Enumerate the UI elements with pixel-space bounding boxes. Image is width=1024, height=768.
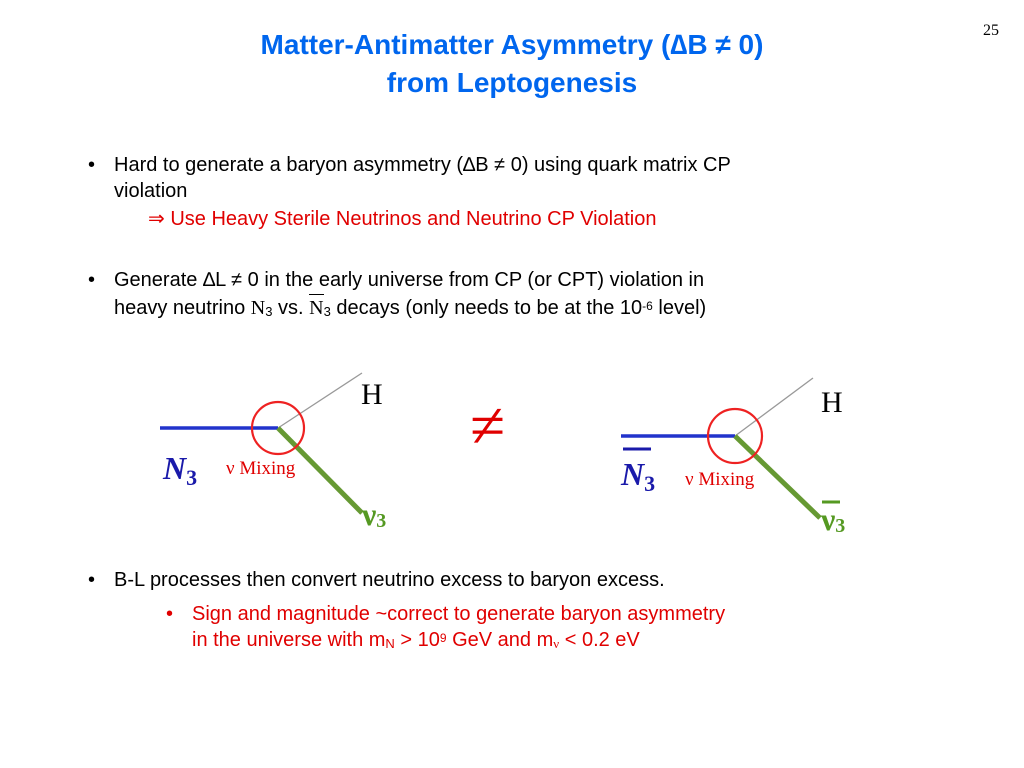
left-nu3-label: ν3 <box>362 496 387 532</box>
right-h-label: H <box>821 386 843 419</box>
left-decay-diagram <box>160 373 386 532</box>
bullet-dot: • <box>88 569 96 591</box>
right-n3-label: N3 <box>621 456 656 496</box>
title-line-1: Matter-Antimatter Asymmetry (∆B ≠ 0) <box>260 29 764 60</box>
right-h-line <box>735 378 813 436</box>
left-h-label: H <box>361 378 383 411</box>
bullet-dot: • <box>88 269 96 291</box>
bullet-1-implication: ⇒ Use Heavy Sterile Neutrinos and Neutrino CP Violation <box>148 208 657 230</box>
title-line-2: from Leptogenesis <box>386 67 638 98</box>
bullet-2-line-2: heavy neutrino $N_3$ vs. $N_3$ decays (only needs to be at the $10^{-6}$ level) <box>114 297 707 319</box>
sub-bullet-line-1: Sign and magnitude ~correct to generate baryon asymmetry <box>192 603 726 625</box>
bullet-dot: • <box>88 154 96 176</box>
left-mixing-label: ν Mixing <box>226 458 296 479</box>
bullet-1-line-2: violation <box>114 180 188 202</box>
sub-bullet-line-2: in the universe with $m_N > 10^9$ GeV and $m_\nu < 0.2$ eV <box>192 629 640 651</box>
not-equal-symbol: ≠ <box>470 390 506 461</box>
leptogenesis-diagrams <box>0 365 1024 555</box>
right-mixing-label: ν Mixing <box>685 469 755 490</box>
sub-bullet-dot: • <box>166 603 174 625</box>
left-n3-label: N3 <box>163 450 198 490</box>
slide-title <box>0 26 1024 102</box>
page-number: 25 <box>983 22 999 39</box>
bullet-3-line-1: B-L processes then convert neutrino excess to baryon excess. <box>114 569 665 591</box>
bullet-2-line-1: Generate ∆L ≠ 0 in the early universe from CP (or CPT) violation in <box>114 269 705 291</box>
bullet-1-line-1: Hard to generate a baryon asymmetry (∆B ≠ 0) using quark matrix CP <box>114 154 731 176</box>
left-h-line <box>278 373 362 428</box>
right-nu3-label: ν3 <box>821 501 846 537</box>
right-decay-diagram <box>620 378 845 537</box>
